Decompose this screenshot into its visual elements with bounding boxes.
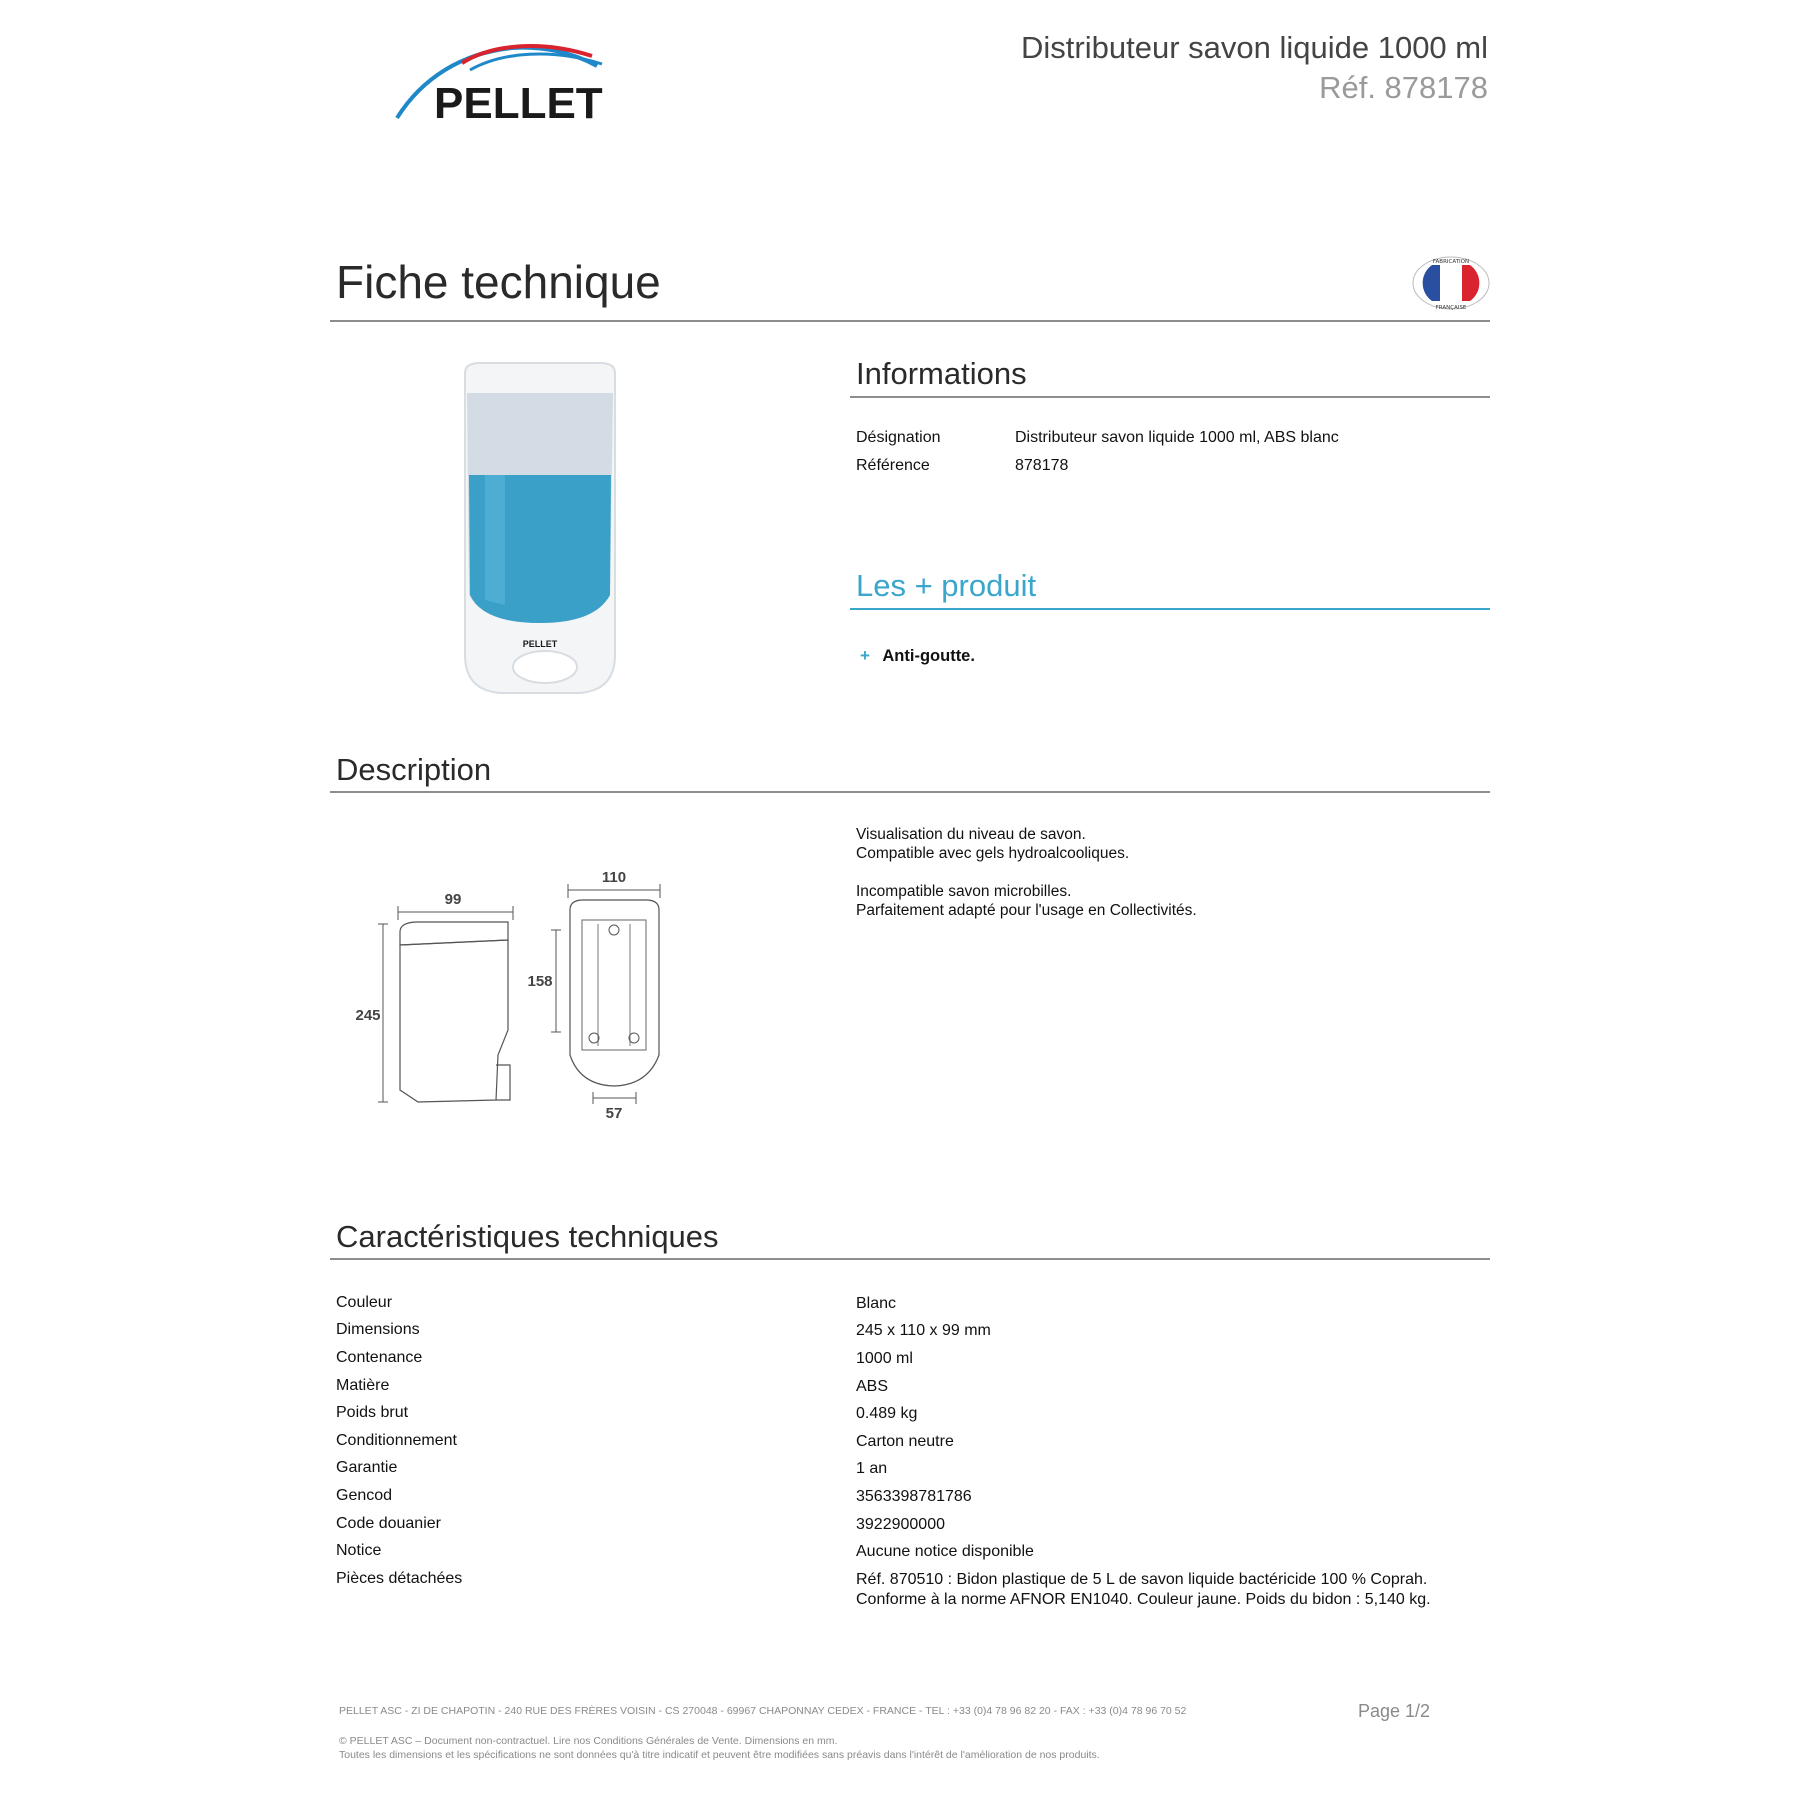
plus-icon: + <box>860 646 870 665</box>
description-line: Visualisation du niveau de savon. <box>856 826 1086 843</box>
spec-name: Conditionnement <box>336 1432 457 1449</box>
spec-name: Garantie <box>336 1459 398 1476</box>
svg-text:158: 158 <box>527 973 553 990</box>
title-divider <box>330 320 1490 322</box>
description-line: Parfaitement adapté pour l'usage en Collectivités. <box>856 902 1197 919</box>
svg-text:99: 99 <box>444 891 462 908</box>
footer-legal-line: © PELLET ASC – Document non-contractuel. Lire nos Conditions Générales de Vente. Dimensions en mm. <box>339 1735 838 1747</box>
footer-address: PELLET ASC - ZI DE CHAPOTIN - 240 RUE DES FRÈRES VOISIN - CS 270048 - 69967 CHAPONNAY CEDEX - FRANCE - TEL : +33 (0)4 78 96 82 20 - FAX : +33 (0)4 78 96 70 52 <box>339 1705 1187 1717</box>
svg-text:PELLET: PELLET <box>434 79 603 128</box>
spec-value: Aucune notice disponible <box>856 1543 1034 1560</box>
description-title: Description <box>336 752 492 787</box>
spec-value: 245 x 110 x 99 mm <box>856 1322 991 1339</box>
plus-produit-divider <box>850 608 1490 610</box>
info-label: Référence <box>856 457 930 474</box>
spec-name: Couleur <box>336 1294 393 1311</box>
plus-produit-item <box>860 646 975 666</box>
spec-name: Contenance <box>336 1349 423 1366</box>
product-image <box>355 355 715 705</box>
footer-legal <box>339 1734 1100 1762</box>
info-value: Distributeur savon liquide 1000 ml, ABS blanc <box>1015 429 1339 446</box>
spec-value: Carton neutre <box>856 1433 954 1450</box>
dimension-drawing <box>348 860 678 1120</box>
description-divider <box>330 791 1490 793</box>
spec-name: Gencod <box>336 1487 393 1504</box>
spec-value: 1000 ml <box>856 1350 913 1367</box>
spec-name: Poids brut <box>336 1404 409 1421</box>
spec-value: Blanc <box>856 1295 897 1312</box>
informations-title: Informations <box>856 356 1027 391</box>
spec-value: 3563398781786 <box>856 1488 972 1505</box>
caracteristiques-divider <box>330 1258 1490 1260</box>
svg-text:57: 57 <box>605 1105 623 1120</box>
svg-text:110: 110 <box>601 869 627 886</box>
description-line: Incompatible savon microbilles. <box>856 883 1072 900</box>
informations-divider <box>850 396 1490 398</box>
info-label: Désignation <box>856 429 941 446</box>
footer-legal-line: Toutes les dimensions et les spécifications ne sont données qu'à titre indicatif et peuvent être modifiées sans préavis dans l'intérêt de l'amélioration de nos produits. <box>339 1749 1100 1761</box>
plus-produit-title: Les + produit <box>856 568 1037 603</box>
spec-value: 3922900000 <box>856 1516 945 1533</box>
spec-value: Réf. 870510 : Bidon plastique de 5 L de savon liquide bactéricide 100 % Coprah. Conforme à la norme AFNOR EN1040. Couleur jaune. Poids du bidon : 5,140 kg. <box>856 1571 1431 1608</box>
spec-name: Notice <box>336 1542 382 1559</box>
spec-name: Pièces détachées <box>336 1570 463 1587</box>
spec-name: Code douanier <box>336 1515 441 1532</box>
page-title: Fiche technique <box>336 256 661 308</box>
svg-text:FABRICATION: FABRICATION <box>1432 259 1470 265</box>
spec-name: Matière <box>336 1377 390 1394</box>
svg-text:245: 245 <box>355 1007 381 1024</box>
info-value: 878178 <box>1015 457 1069 474</box>
plus-produit-text: Anti-goutte. <box>882 647 975 665</box>
spec-value: 1 an <box>856 1460 888 1477</box>
spec-name: Dimensions <box>336 1321 420 1338</box>
fabrication-francaise-badge <box>1410 255 1492 311</box>
caracteristiques-title: Caractéristiques techniques <box>336 1219 719 1254</box>
svg-text:PELLET: PELLET <box>522 639 558 649</box>
pellet-logo <box>392 38 642 128</box>
description-line: Compatible avec gels hydroalcooliques. <box>856 845 1130 862</box>
svg-text:FRANÇAISE: FRANÇAISE <box>1435 305 1467 311</box>
spec-value: 0.489 kg <box>856 1405 918 1422</box>
page-number: Page 1/2 <box>1358 1701 1431 1721</box>
header-title: Distributeur savon liquide 1000 ml <box>1021 30 1488 65</box>
header-reference: Réf. 878178 <box>1319 70 1488 105</box>
spec-value: ABS <box>856 1378 889 1395</box>
